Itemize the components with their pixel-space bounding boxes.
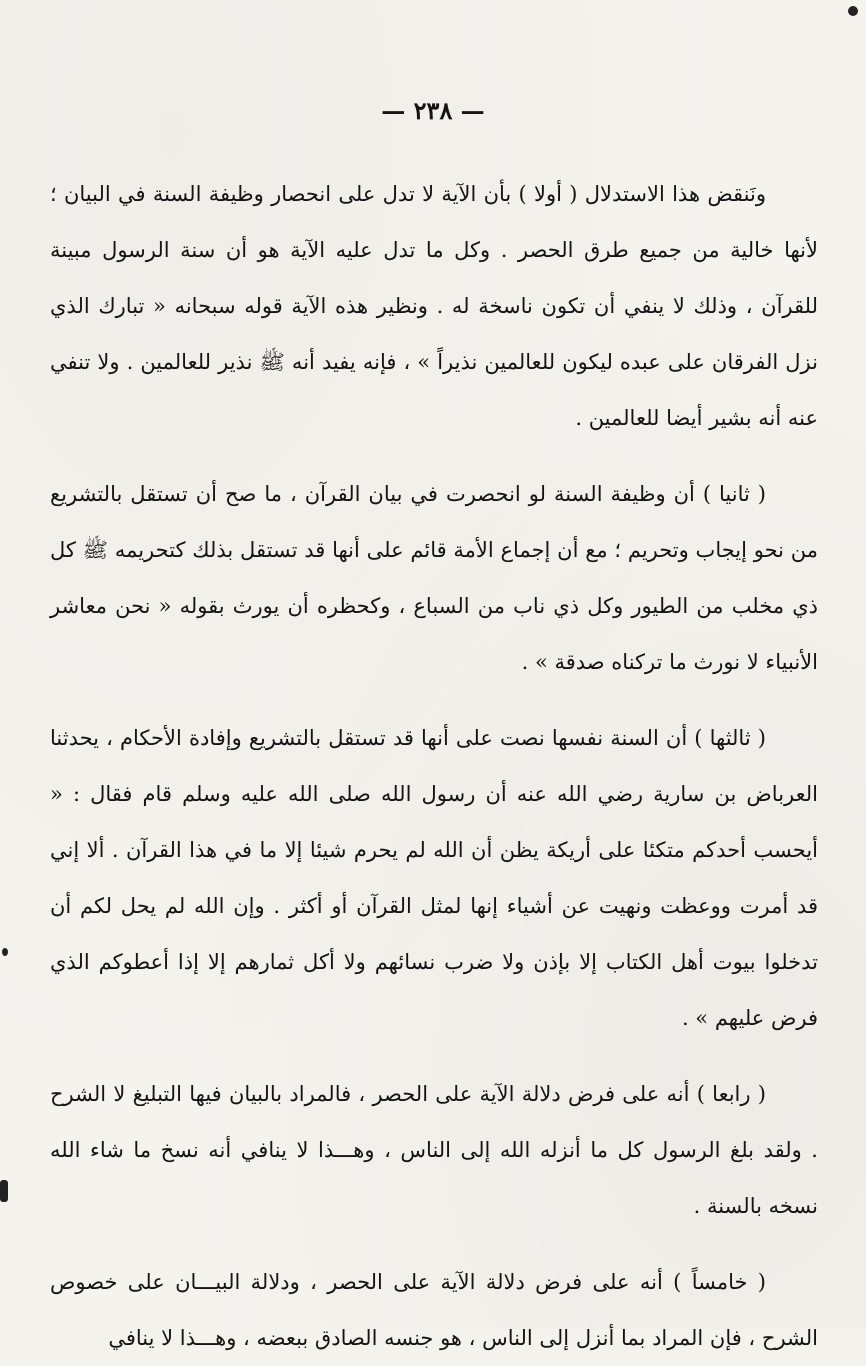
scan-speck bbox=[0, 1180, 8, 1202]
page-body bbox=[50, 166, 818, 1366]
paragraph-fourth: ( رابعا ) أنه على فرض دلالة الآية على الحصر ، فالمراد بالبيان فيها التبليغ لا الشرح . ولقد بلغ الرسول كل ما أنزله الله إلى الناس ، وهـــذا لا ينافي أنه نسخ ما شاء الله نسخه بالسنة . bbox=[50, 1082, 818, 1218]
scan-speck bbox=[2, 948, 8, 956]
paragraph-second: ( ثانيا ) أن وظيفة السنة لو انحصرت في بيان القرآن ، ما صح أن تستقل بالتشريع من نحو إيجاب وتحريم ؛ مع أن إجماع الأمة قائم على أنها قد تستقل بذلك كتحريمه ﷺ كل ذي مخلب من الطيور وكل ذي ناب من السباع ، وكحظره أن يورث بقوله « نحن معاشر الأنبياء لا نورث ما تركناه صدقة » . bbox=[50, 482, 818, 674]
scan-speck bbox=[848, 6, 858, 16]
paragraph-refutation-first: ونَنقض هذا الاستدلال ( أولا ) بأن الآية لا تدل على انحصار وظيفة السنة في البيان ؛ لأنها خالية من جميع طرق الحصر . وكل ما تدل عليه الآية هو أن سنة الرسول مبينة للقرآن ، وذلك لا ينفي أن تكون ناسخة له . ونظير هذه الآية قوله سبحانه « تبارك الذي نزل الفرقان على عبده ليكون للعالمين نذيراً » ، فإنه يفيد أنه ﷺ نذير للعالمين . ولا تنفي عنه أنه بشير أيضا للعالمين . bbox=[50, 182, 818, 430]
paragraph-third: ( ثالثها ) أن السنة نفسها نصت على أنها قد تستقل بالتشريع وإفادة الأحكام ، يحدثنا العرباض بن سارية رضي الله عنه أن رسول الله صلى الله عليه وسلم قام فقال : « أيحسب أحدكم متكئا على أريكة يظن أن الله لم يحرم شيئا إلا ما في هذا القرآن . ألا إني قد أمرت ووعظت ونهيت عن أشياء إنها لمثل القرآن أو أكثر . وإن الله لم يحل لكم أن تدخلوا بيوت أهل الكتاب إلا بإذن ولا ضرب نسائهم ولا أكل ثمارهم إلا إذا أعطوكم الذي فرض عليهم » . bbox=[50, 726, 818, 1030]
page-number: — ٢٣٨ — bbox=[381, 96, 485, 125]
paragraph-fifth: ( خامساً ) أنه على فرض دلالة الآية على الحصر ، ودلالة البيـــان على خصوص الشرح ، فإن المراد بما أنزل إلى الناس ، هو جنسه الصادق ببعضه ، وهـــذا لا ينافي bbox=[50, 1270, 818, 1350]
